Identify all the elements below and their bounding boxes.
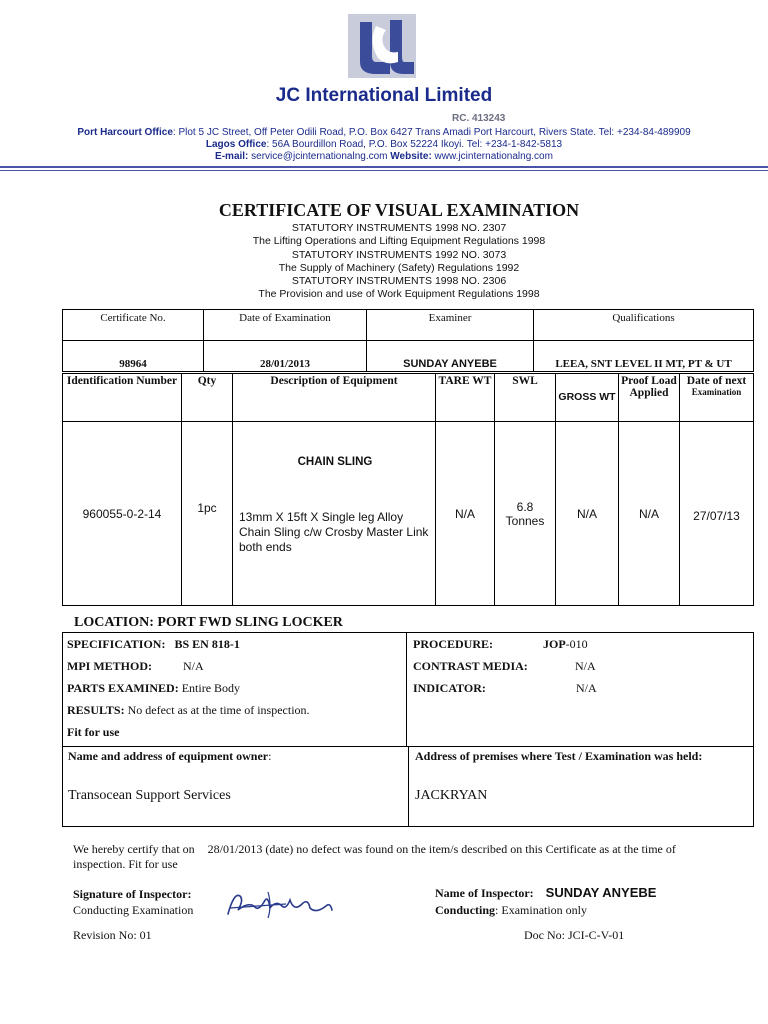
mpi-label: MPI METHOD: <box>67 659 152 673</box>
next-exam-date: 27/07/13 <box>680 422 754 606</box>
owner-table <box>62 746 754 827</box>
spec-right-cell <box>407 633 754 747</box>
declaration-main: 28/01/2013 (date) no defect was found on the item/s described on this Certificate as at the time of <box>207 842 676 856</box>
document-number: Doc No: JCI-C-V-01 <box>524 928 625 942</box>
ph-label: Port Harcourt Office <box>77 127 173 138</box>
procedure-value-prefix: JOP <box>543 637 566 651</box>
regulation-line: STATUTORY INSTRUMENTS 1998 NO. 2307 <box>291 222 507 234</box>
contrast-line <box>413 655 747 677</box>
tare-wt-value: N/A <box>436 422 495 606</box>
header-qualifications: Qualifications <box>534 310 754 341</box>
premises-label: Address of premises where Test / Examination was held: <box>415 749 703 763</box>
declaration-line-1 <box>73 842 753 857</box>
proof-load-value: N/A <box>619 422 680 606</box>
spec-left-cell <box>63 633 407 747</box>
qualifications-value: LEEA, SNT LEVEL II MT, PT & UT <box>534 341 754 372</box>
header-proof-load: Proof Load Applied <box>619 374 680 422</box>
mpi-line <box>67 655 402 677</box>
port-harcourt-address <box>0 127 768 138</box>
equipment-details: 13mm X 15ft X Single leg Alloy Chain Sling c/w Crosby Master Link both ends <box>239 510 429 554</box>
declaration-text <box>73 842 753 871</box>
certificate-title: CERTIFICATE OF VISUAL EXAMINATION <box>218 200 580 220</box>
regulation-line: STATUTORY INSTRUMENTS 1998 NO. 2306 <box>291 275 507 288</box>
specification-value: BS EN 818-1 <box>174 637 240 651</box>
contrast-value: N/A <box>575 659 596 673</box>
signature-scribble <box>224 884 336 924</box>
header-next-exam <box>680 374 754 422</box>
website-label: Website: <box>390 151 432 162</box>
procedure-value: -010 <box>565 637 588 651</box>
specification-table <box>62 632 754 747</box>
premises-value: JACKRYAN <box>415 788 488 803</box>
company-rc: RC. 413243 <box>452 113 506 124</box>
header-date: Date of Examination <box>204 310 367 341</box>
revision-number: Revision No: 01 <box>73 928 152 942</box>
conducting-value: : Examination only <box>495 903 588 917</box>
parts-value: Entire Body <box>178 681 241 695</box>
email-label: E-mail: <box>215 151 249 162</box>
certificate-info-table <box>62 309 754 372</box>
owner-colon: : <box>268 749 272 763</box>
equipment-header-row <box>63 374 754 422</box>
header-tare-wt: TARE WT <box>436 374 495 422</box>
header-gross-wt: GROSS WT <box>556 374 619 422</box>
mpi-value: N/A <box>183 659 204 673</box>
header-identification: Identification Number <box>63 374 182 422</box>
header-divider-bottom <box>0 170 768 171</box>
equipment-description <box>233 422 436 606</box>
equipment-title: CHAIN SLING <box>297 456 373 468</box>
jc-logo-icon <box>346 12 418 80</box>
header-divider-top <box>0 166 768 168</box>
examination-date: 28/01/2013 <box>204 341 367 372</box>
signature-label: Signature of Inspector: <box>73 887 192 901</box>
procedure-line <box>413 633 747 655</box>
fit-for-use: Fit for use <box>67 725 120 739</box>
inspector-name-label: Name of Inspector: <box>435 886 534 900</box>
equipment-row <box>63 422 754 606</box>
equipment-table <box>62 373 754 606</box>
owner-label-line <box>68 749 403 764</box>
declaration-line-2: inspection. Fit for use <box>73 856 178 871</box>
regulation-line: The Supply of Machinery (Safety) Regulations 1992 <box>278 261 520 274</box>
contrast-label: CONTRAST MEDIA: <box>413 659 528 673</box>
inspector-name-value: SUNDAY ANYEBE <box>545 885 657 900</box>
indicator-value: N/A <box>576 681 597 695</box>
lagos-address <box>0 139 768 150</box>
location-label: LOCATION: PORT FWD SLING LOCKER <box>74 615 343 630</box>
equipment-qty: 1pc <box>182 422 233 606</box>
ph-address-text: : Plot 5 JC Street, Off Peter Odili Road, P.O. Box 6427 Trans Amadi Port Harcourt, Rivers State. Tel: +234-84-489909 <box>172 127 691 138</box>
lagos-label: Lagos Office <box>205 139 267 150</box>
declaration-prefix: We hereby certify that on <box>73 842 195 856</box>
signature-sub: Conducting Examination <box>73 903 194 917</box>
spec-row <box>63 633 754 747</box>
website-link[interactable]: www.jcinternationalng.com <box>431 151 553 162</box>
header-qty: Qty <box>182 374 233 422</box>
inspector-name-line <box>435 884 656 902</box>
results-label: RESULTS: <box>67 703 125 717</box>
parts-label: PARTS EXAMINED: <box>67 681 179 695</box>
owner-row <box>63 747 754 827</box>
lagos-address-text: : 56A Bourdillon Road, P.O. Box 52224 Ikoyi. Tel: +234-1-842-5813 <box>266 139 563 150</box>
regulations-block <box>0 222 768 302</box>
results-value: No defect as at the time of inspection. <box>124 703 310 717</box>
swl-value: 6.8 Tonnes <box>495 422 556 606</box>
examiner-name: SUNDAY ANYEBE <box>367 341 534 372</box>
header-certificate-no: Certificate No. <box>63 310 204 341</box>
results-line <box>67 699 402 721</box>
contact-line <box>0 151 768 162</box>
regulation-line: The Provision and use of Work Equipment Regulations 1998 <box>258 288 540 301</box>
owner-label: Name and address of equipment owner <box>68 749 269 763</box>
premises-cell <box>409 747 754 827</box>
equipment-id: 960055-0-2-14 <box>63 422 182 606</box>
conducting-line <box>435 903 587 918</box>
owner-cell <box>63 747 409 827</box>
regulation-line: STATUTORY INSTRUMENTS 1992 NO. 3073 <box>291 248 507 261</box>
spec-line <box>67 633 402 655</box>
header-next-exam-label: Date of next <box>686 375 747 387</box>
email-link[interactable]: service@jcinternationalng.com <box>248 151 391 162</box>
conducting-label: Conducting <box>435 903 496 917</box>
specification-label: SPECIFICATION: <box>67 637 166 651</box>
certificate-number: 98964 <box>63 341 204 372</box>
info-header-row <box>63 310 754 341</box>
header-next-exam-sub: Examination <box>691 387 742 397</box>
header-examiner: Examiner <box>367 310 534 341</box>
indicator-line <box>413 677 747 699</box>
company-name: JC International Limited <box>275 85 493 106</box>
regulation-line: The Lifting Operations and Lifting Equipment Regulations 1998 <box>252 235 546 248</box>
header-description: Description of Equipment <box>233 374 436 422</box>
gross-wt-value: N/A <box>556 422 619 606</box>
parts-line <box>67 677 402 699</box>
owner-value: Transocean Support Services <box>68 788 231 803</box>
info-value-row <box>63 341 754 372</box>
indicator-label: INDICATOR: <box>413 681 486 695</box>
procedure-label: PROCEDURE: <box>413 637 493 651</box>
header-swl: SWL <box>495 374 556 422</box>
